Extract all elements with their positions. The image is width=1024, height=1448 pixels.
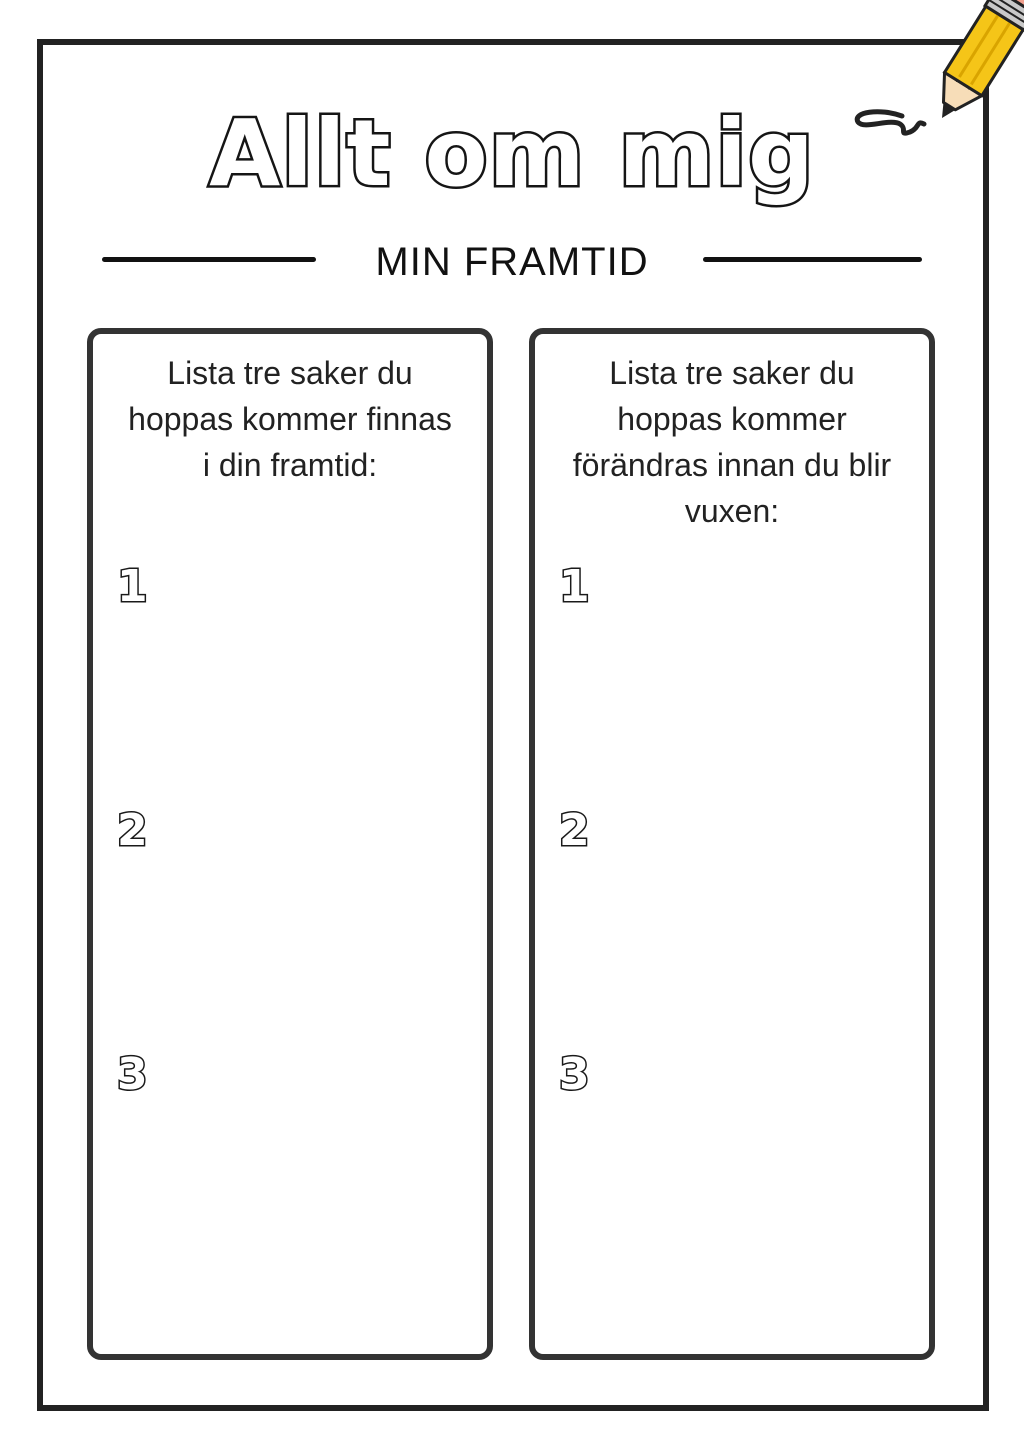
changes-panel [529,328,935,1360]
divider-right [703,257,922,262]
panel-prompt: Lista tre saker du hoppas kommer förändras innan du blir vuxen: [572,355,892,529]
answer-number-1: 1 [559,561,590,612]
answer-number-2: 2 [559,805,590,856]
page-title: Allt om mig [209,100,815,207]
future-things-panel [87,328,493,1360]
answer-number-2: 2 [117,805,148,856]
answer-number-1: 1 [117,561,148,612]
answer-number-3: 3 [559,1049,590,1100]
panel-prompt: Lista tre saker du hoppas kommer finnas i din framtid: [128,355,452,483]
answer-number-3: 3 [117,1049,148,1100]
section-subtitle: MIN FRAMTID [375,240,649,284]
